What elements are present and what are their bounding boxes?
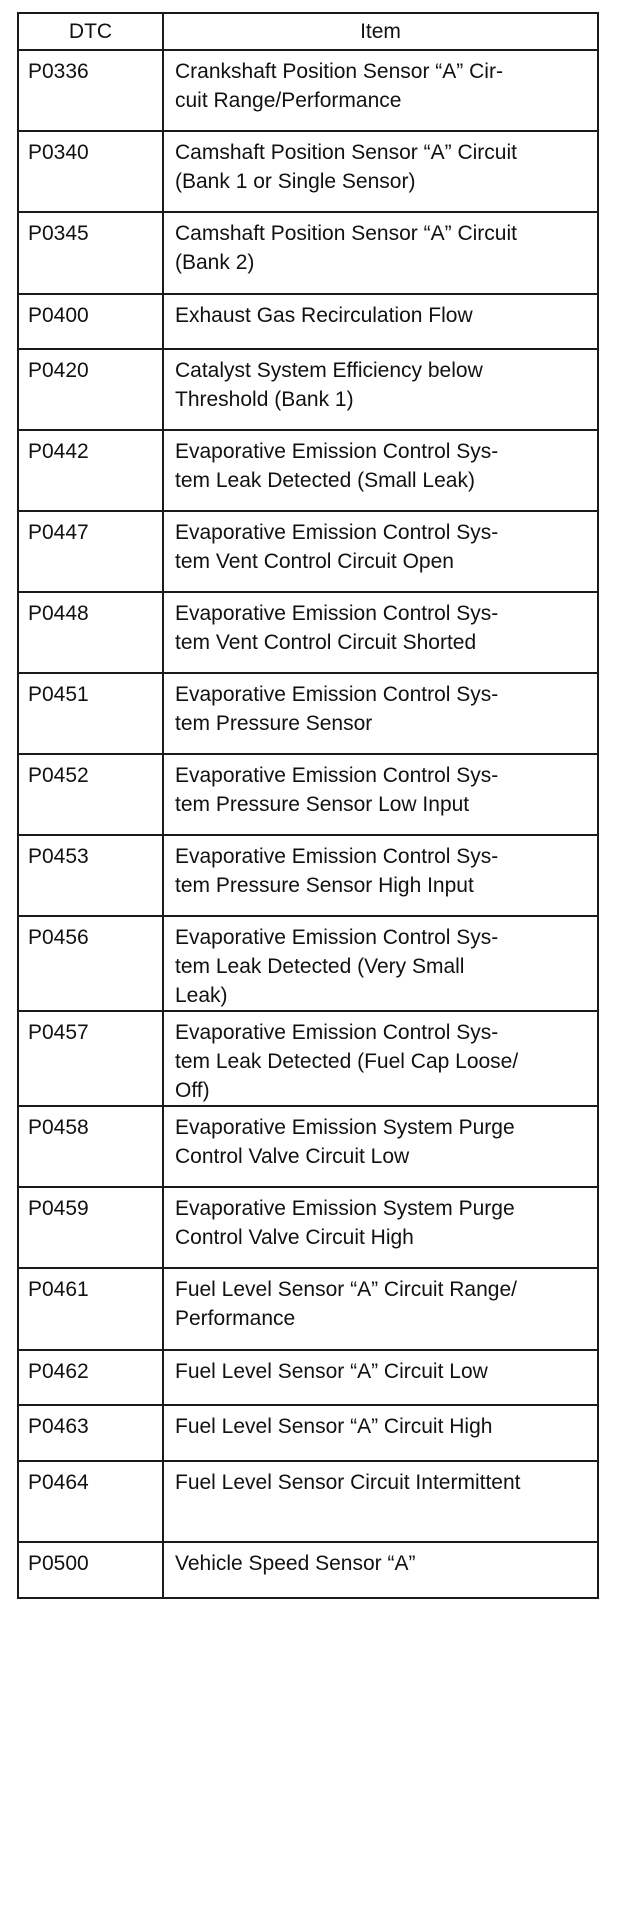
dtc-code: P0459 — [18, 1187, 163, 1268]
dtc-code: P0336 — [18, 50, 163, 131]
dtc-code: P0457 — [18, 1011, 163, 1106]
dtc-description: Fuel Level Sensor Circuit Intermittent — [163, 1461, 598, 1542]
dtc-code: P0458 — [18, 1106, 163, 1187]
table-row — [18, 511, 598, 592]
table-row — [18, 1542, 598, 1598]
dtc-description: Evaporative Emission Control Sys- tem Leak Detected (Fuel Cap Loose/ Off) — [163, 1011, 598, 1106]
dtc-description: Evaporative Emission Control Sys- tem Leak Detected (Very Small Leak) — [163, 916, 598, 1011]
table-row — [18, 131, 598, 212]
table-row — [18, 835, 598, 916]
table-row — [18, 1350, 598, 1405]
dtc-description: Evaporative Emission Control Sys- tem Pressure Sensor Low Input — [163, 754, 598, 835]
header-row — [18, 13, 598, 50]
dtc-code: P0345 — [18, 212, 163, 294]
dtc-description: Evaporative Emission Control Sys- tem Leak Detected (Small Leak) — [163, 430, 598, 511]
dtc-code: P0442 — [18, 430, 163, 511]
dtc-description: Evaporative Emission Control Sys- tem Vent Control Circuit Shorted — [163, 592, 598, 673]
dtc-description: Fuel Level Sensor “A” Circuit Range/ Performance — [163, 1268, 598, 1350]
table-row — [18, 50, 598, 131]
table-row — [18, 916, 598, 1011]
dtc-code: P0461 — [18, 1268, 163, 1350]
dtc-description: Crankshaft Position Sensor “A” Cir- cuit Range/Performance — [163, 50, 598, 131]
dtc-code: P0464 — [18, 1461, 163, 1542]
dtc-code: P0340 — [18, 131, 163, 212]
dtc-description: Evaporative Emission System Purge Control Valve Circuit High — [163, 1187, 598, 1268]
dtc-description: Vehicle Speed Sensor “A” — [163, 1542, 598, 1598]
dtc-code: P0463 — [18, 1405, 163, 1461]
dtc-description: Camshaft Position Sensor “A” Circuit (Bank 1 or Single Sensor) — [163, 131, 598, 212]
dtc-code: P0452 — [18, 754, 163, 835]
dtc-code: P0447 — [18, 511, 163, 592]
dtc-code: P0456 — [18, 916, 163, 1011]
table-row — [18, 1106, 598, 1187]
table-row — [18, 754, 598, 835]
dtc-description: Evaporative Emission Control Sys- tem Pressure Sensor High Input — [163, 835, 598, 916]
dtc-code: P0453 — [18, 835, 163, 916]
dtc-description: Camshaft Position Sensor “A” Circuit (Bank 2) — [163, 212, 598, 294]
dtc-code: P0400 — [18, 294, 163, 349]
table-row — [18, 1187, 598, 1268]
dtc-description: Fuel Level Sensor “A” Circuit High — [163, 1405, 598, 1461]
dtc-description: Evaporative Emission System Purge Control Valve Circuit Low — [163, 1106, 598, 1187]
table-body — [18, 50, 598, 1598]
table-row — [18, 349, 598, 430]
dtc-description: Exhaust Gas Recirculation Flow — [163, 294, 598, 349]
table-row — [18, 1268, 598, 1350]
table-header — [18, 13, 598, 50]
dtc-code: P0451 — [18, 673, 163, 754]
table-row — [18, 430, 598, 511]
table-row — [18, 212, 598, 294]
dtc-code: P0420 — [18, 349, 163, 430]
table-row — [18, 1461, 598, 1542]
table-row — [18, 1011, 598, 1106]
dtc-description: Evaporative Emission Control Sys- tem Pressure Sensor — [163, 673, 598, 754]
table-row — [18, 592, 598, 673]
dtc-description: Evaporative Emission Control Sys- tem Vent Control Circuit Open — [163, 511, 598, 592]
header-dtc: DTC — [18, 13, 163, 50]
dtc-description: Catalyst System Efficiency below Threshold (Bank 1) — [163, 349, 598, 430]
dtc-description: Fuel Level Sensor “A” Circuit Low — [163, 1350, 598, 1405]
header-item: Item — [163, 13, 598, 50]
dtc-table — [17, 12, 599, 1599]
dtc-code: P0448 — [18, 592, 163, 673]
table-row — [18, 1405, 598, 1461]
dtc-code: P0500 — [18, 1542, 163, 1598]
dtc-code: P0462 — [18, 1350, 163, 1405]
table-row — [18, 673, 598, 754]
table-row — [18, 294, 598, 349]
